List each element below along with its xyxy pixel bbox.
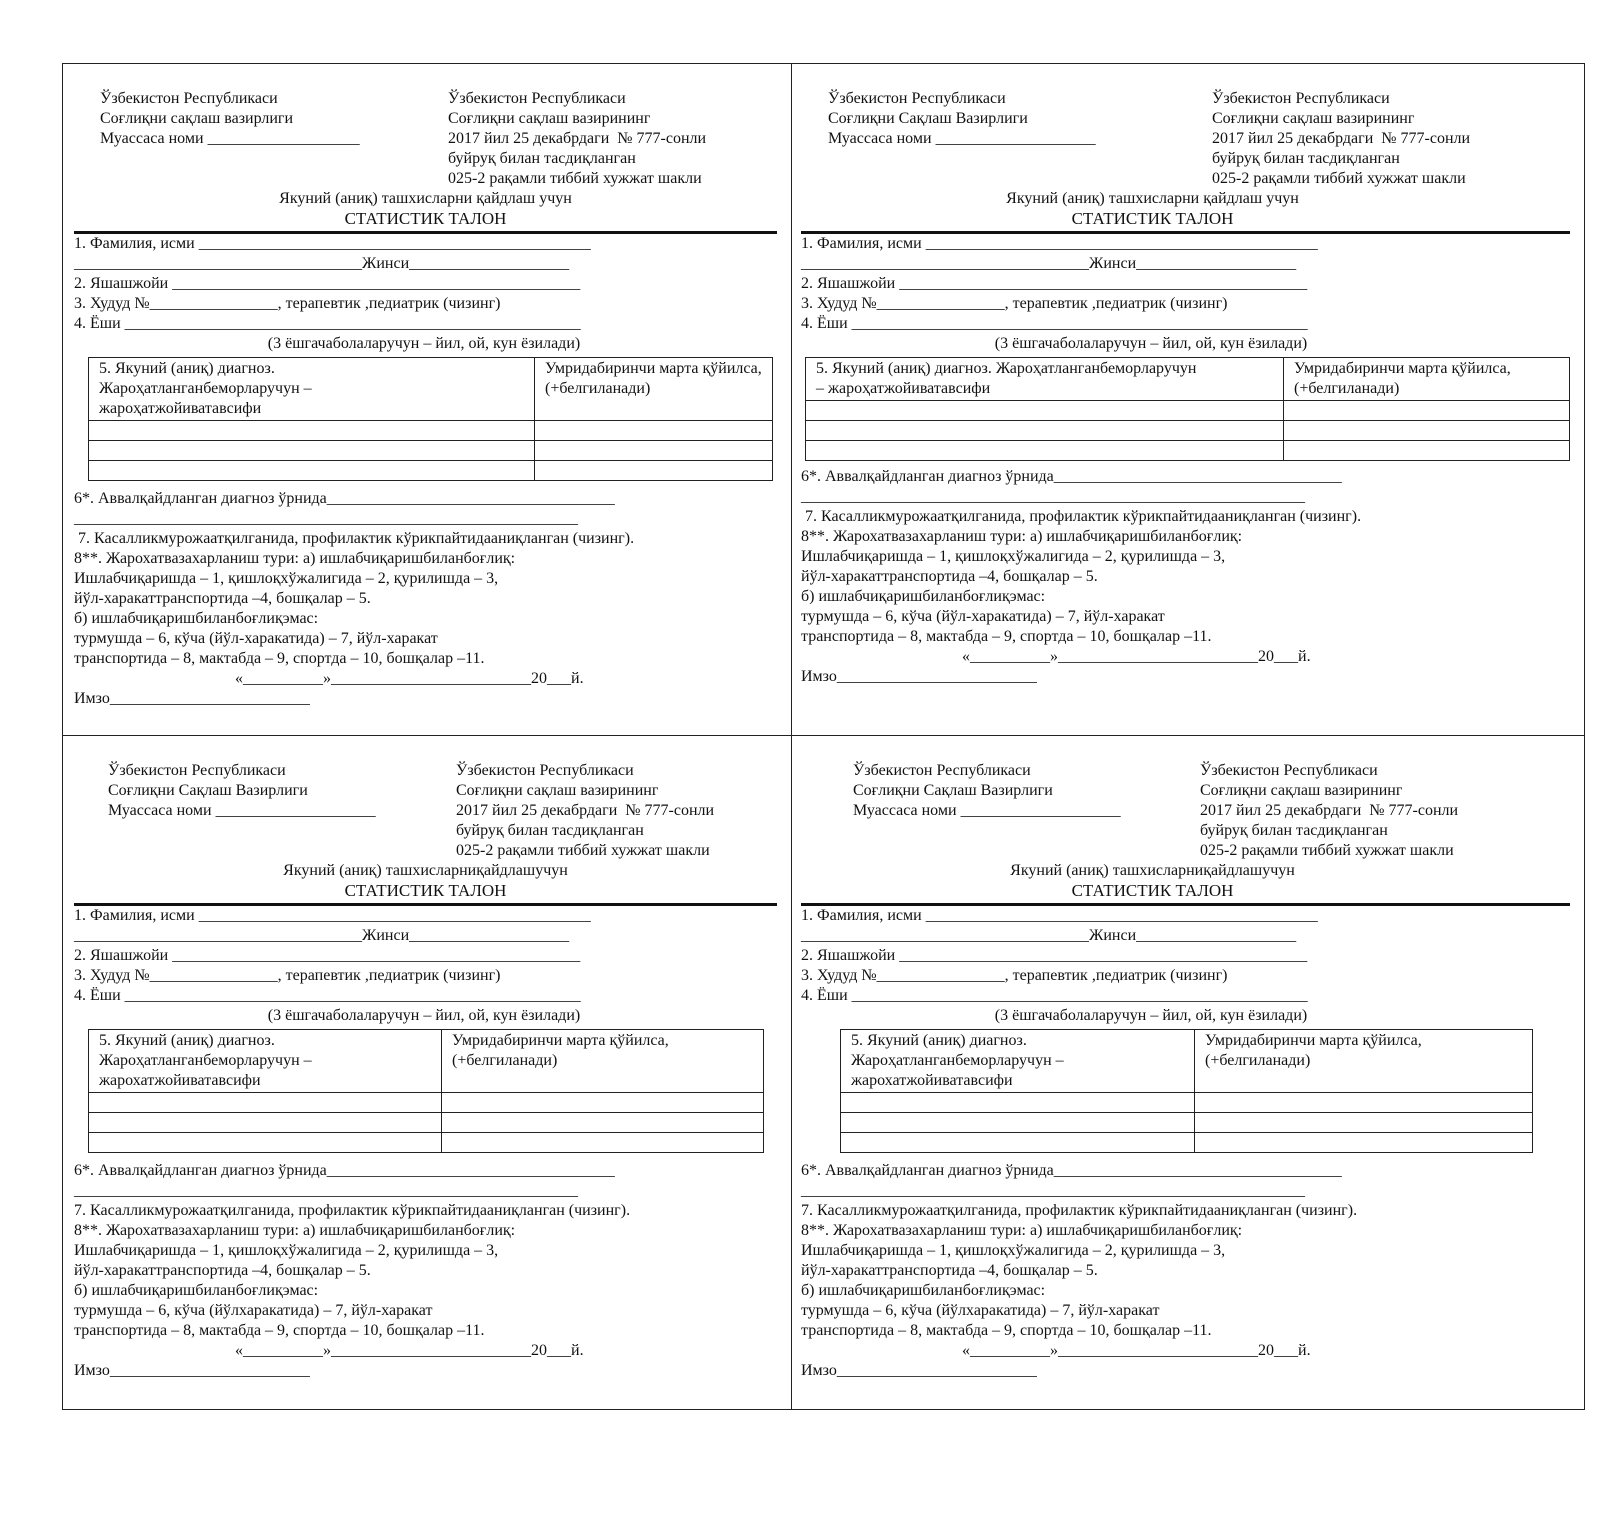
field-previous-diagnosis-cont: _______________________________________________________________ <box>801 1182 1305 1199</box>
injury-work-list-cont: йўл-харакаттранспортида –4, бошқалар – 5. <box>801 1262 1098 1279</box>
field-signature: Имзо_________________________ <box>801 1362 1037 1379</box>
field-address: 2. Яшашжойи ___________________________________________________ <box>801 947 1308 964</box>
injury-nonwork-heading: б) ишлабчиқаришбиланбоғлиқэмас: <box>801 1282 1046 1299</box>
diagnosis-cell[interactable] <box>89 421 535 441</box>
header-ministry-right: Соғлиқни сақлаш вазирининг <box>456 782 659 799</box>
first-time-cell[interactable] <box>535 441 773 461</box>
injury-work-list-cont: йўл-харакаттранспортида –4, бошқалар – 5. <box>74 1262 371 1279</box>
diagnosis-table <box>88 1029 764 1153</box>
vertical-divider <box>791 63 792 1410</box>
diagnosis-header-row <box>89 358 773 421</box>
header-form-number: 025-2 рақамли тиббий хужжат шакли <box>1200 842 1454 859</box>
first-time-column-header: Умридабиринчи марта қўйилса, (+белгиланади) <box>1284 358 1570 401</box>
diagnosis-table <box>88 357 773 481</box>
field-age-note: (3 ёшгачаболаларучун – йил, ой, кун ёзилади) <box>267 335 581 352</box>
field-gender: ____________________________________Жинси____________________ <box>74 255 570 272</box>
header-ministry-right: Соғлиқни сақлаш вазирининг <box>1200 782 1403 799</box>
form-title: СТАТИСТИК ТАЛОН <box>1071 209 1234 228</box>
field-gender: ____________________________________Жинси____________________ <box>801 927 1297 944</box>
first-time-cell[interactable] <box>1195 1113 1533 1133</box>
field-injury-type: 8**. Жарохатвазахарланиш тури: а) ишлабчиқаришбиланбоғлиқ: <box>801 528 1243 545</box>
diagnosis-header-row <box>806 358 1570 401</box>
first-time-column-header: Умридабиринчи марта қўйилса, (+белгиланади) <box>1195 1030 1533 1093</box>
form-title: СТАТИСТИК ТАЛОН <box>1071 881 1234 900</box>
injury-nonwork-heading: б) ишлабчиқаришбиланбоғлиқэмас: <box>74 610 319 627</box>
header-form-number: 025-2 рақамли тиббий хужжат шакли <box>448 170 702 187</box>
first-time-column-header: Умридабиринчи марта қўйилса, (+белгиланади) <box>535 358 773 421</box>
first-time-cell[interactable] <box>1284 441 1570 461</box>
field-date: «__________»_________________________20___й. <box>962 648 1311 665</box>
diagnosis-empty-row[interactable] <box>841 1093 1533 1113</box>
diagnosis-empty-row[interactable] <box>89 441 773 461</box>
diagnosis-empty-row[interactable] <box>806 421 1570 441</box>
diagnosis-cell[interactable] <box>841 1113 1195 1133</box>
injury-nonwork-list-cont: транспортида – 8, мактабда – 9, спортда – 10, бошқалар –11. <box>74 1322 485 1339</box>
field-address: 2. Яшашжойи ___________________________________________________ <box>74 947 581 964</box>
field-name: 1. Фамилия, исми _________________________________________________ <box>801 907 1318 924</box>
first-time-column-header: Умридабиринчи марта қўйилса, (+белгиланади) <box>442 1030 764 1093</box>
first-time-cell[interactable] <box>535 421 773 441</box>
injury-nonwork-list: турмушда – 6, кўча (йўл-харакатида) – 7, йўл-харакат <box>801 608 1165 625</box>
field-previous-diagnosis: 6*. Аввалқайдланган диагноз ўрнида____________________________________ <box>801 1162 1342 1179</box>
field-age-note: (3 ёшгачаболаларучун – йил, ой, кун ёзилади) <box>994 1007 1308 1024</box>
field-age: 4. Ёши _________________________________________________________ <box>74 987 581 1004</box>
first-time-cell[interactable] <box>1284 421 1570 441</box>
header-order: 2017 йил 25 декабрдаги № 777-сонли <box>1200 802 1459 819</box>
header-order: 2017 йил 25 декабрдаги № 777-сонли <box>456 802 715 819</box>
injury-work-list-cont: йўл-харакаттранспортида –4, бошқалар – 5. <box>74 590 371 607</box>
field-address: 2. Яшашжойи ___________________________________________________ <box>74 275 581 292</box>
diagnosis-header-row <box>841 1030 1533 1093</box>
first-time-cell[interactable] <box>1195 1093 1533 1113</box>
header-ministry-right: Соғлиқни сақлаш вазирининг <box>448 110 651 127</box>
field-age-note: (3 ёшгачаболаларучун – йил, ой, кун ёзилади) <box>267 1007 581 1024</box>
first-time-cell[interactable] <box>442 1093 764 1113</box>
injury-nonwork-list: турмушда – 6, кўча (йўлхаракатида) – 7, йўл-харакат <box>801 1302 1160 1319</box>
header-institution: Муассаса номи ____________________ <box>853 802 1121 819</box>
field-name: 1. Фамилия, исми _________________________________________________ <box>74 235 591 252</box>
field-injury-type: 8**. Жарохатвазахарланиш тури: а) ишлабчиқаришбиланбоғлиқ: <box>74 1222 516 1239</box>
diagnosis-empty-row[interactable] <box>89 1113 764 1133</box>
header-republic-left: Ўзбекистон Республикаси <box>828 90 1006 107</box>
form-title: СТАТИСТИК ТАЛОН <box>344 209 507 228</box>
diagnosis-empty-row[interactable] <box>89 421 773 441</box>
field-injury-type: 8**. Жарохатвазахарланиш тури: а) ишлабчиқаришбиланбоғлиқ: <box>801 1222 1243 1239</box>
diagnosis-cell[interactable] <box>89 461 535 481</box>
first-time-cell[interactable] <box>442 1113 764 1133</box>
header-republic-left: Ўзбекистон Республикаси <box>108 762 286 779</box>
header-approved: буйруқ билан тасдиқланган <box>456 822 644 839</box>
injury-nonwork-heading: б) ишлабчиқаришбиланбоғлиқэмас: <box>74 1282 319 1299</box>
injury-nonwork-heading: б) ишлабчиқаришбиланбоғлиқэмас: <box>801 588 1046 605</box>
diagnosis-cell[interactable] <box>89 1093 442 1113</box>
injury-nonwork-list: турмушда – 6, кўча (йўлхаракатида) – 7, йўл-харакат <box>74 1302 433 1319</box>
diagnosis-cell[interactable] <box>89 441 535 461</box>
header-republic-left: Ўзбекистон Республикаси <box>853 762 1031 779</box>
field-signature: Имзо_________________________ <box>74 1362 310 1379</box>
field-age: 4. Ёши _________________________________________________________ <box>801 315 1308 332</box>
diagnosis-header-row <box>89 1030 764 1093</box>
header-republic-right: Ўзбекистон Республикаси <box>1200 762 1378 779</box>
field-district: 3. Худуд №________________, терапевтик ,педиатрик (чизинг) <box>801 967 1228 984</box>
diagnosis-empty-row[interactable] <box>841 1133 1533 1153</box>
header-form-number: 025-2 рақамли тиббий хужжат шакли <box>1212 170 1466 187</box>
header-order: 2017 йил 25 декабрдаги № 777-сонли <box>1212 130 1471 147</box>
header-republic-left: Ўзбекистон Республикаси <box>100 90 278 107</box>
injury-work-list-cont: йўл-харакаттранспортида –4, бошқалар – 5. <box>801 568 1098 585</box>
header-form-number: 025-2 рақамли тиббий хужжат шакли <box>456 842 710 859</box>
field-age: 4. Ёши _________________________________________________________ <box>74 315 581 332</box>
injury-work-list: Ишлабчиқаришда – 1, қишлоқхўжалигида – 2, қурилишда – 3, <box>801 1242 1226 1259</box>
form-title: СТАТИСТИК ТАЛОН <box>344 881 507 900</box>
field-gender: ____________________________________Жинси____________________ <box>801 255 1297 272</box>
diagnosis-cell[interactable] <box>841 1093 1195 1113</box>
field-detection: 7. Касалликмурожаатқилганида, профилактик кўрикпайтидааниқланган (чизинг). <box>74 1202 631 1219</box>
field-previous-diagnosis: 6*. Аввалқайдланган диагноз ўрнида____________________________________ <box>74 1162 615 1179</box>
horizontal-divider <box>62 735 1585 736</box>
field-injury-type: 8**. Жарохатвазахарланиш тури: а) ишлабчиқаришбиланбоғлиқ: <box>74 550 516 567</box>
injury-nonwork-list-cont: транспортида – 8, мактабда – 9, спортда – 10, бошқалар –11. <box>801 1322 1212 1339</box>
header-ministry-left: Соғлиқни Сақлаш Вазирлиги <box>853 782 1053 799</box>
diagnosis-column-header: 5. Якуний (аниқ) диагноз. Жароҳатланганбеморларучун – жароҳатжойиватавсифи <box>806 358 1284 401</box>
field-previous-diagnosis: 6*. Аввалқайдланган диагноз ўрнида____________________________________ <box>74 490 615 507</box>
header-approved: буйруқ билан тасдиқланган <box>448 150 636 167</box>
field-signature: Имзо_________________________ <box>801 668 1037 685</box>
first-time-cell[interactable] <box>1284 401 1570 421</box>
header-institution: Муассаса номи ____________________ <box>108 802 376 819</box>
diagnosis-table <box>805 357 1570 461</box>
form-purpose: Якуний (аниқ) ташхисларни қайдлаш учун <box>1006 190 1299 207</box>
field-previous-diagnosis-cont: _______________________________________________________________ <box>74 510 578 527</box>
injury-work-list: Ишлабчиқаришда – 1, қишлоқхўжалигида – 2, қурилишда – 3, <box>74 570 499 587</box>
diagnosis-table <box>840 1029 1533 1153</box>
injury-nonwork-list-cont: транспортида – 8, мактабда – 9, спортда – 10, бошқалар –11. <box>801 628 1212 645</box>
injury-nonwork-list-cont: транспортида – 8, мактабда – 9, спортда – 10, бошқалар –11. <box>74 650 485 667</box>
header-ministry-left: Соғлиқни Сақлаш Вазирлиги <box>108 782 308 799</box>
field-district: 3. Худуд №________________, терапевтик ,педиатрик (чизинг) <box>801 295 1228 312</box>
diagnosis-empty-row[interactable] <box>806 441 1570 461</box>
header-order: 2017 йил 25 декабрдаги № 777-сонли <box>448 130 707 147</box>
form-purpose: Якуний (аниқ) ташхисларниқайдлашучун <box>283 862 568 879</box>
header-republic-right: Ўзбекистон Республикаси <box>1212 90 1390 107</box>
header-ministry-left: Соғлиқни сақлаш вазирлиги <box>100 110 294 127</box>
header-institution: Муассаса номи ____________________ <box>828 130 1096 147</box>
field-date: «__________»_________________________20___й. <box>962 1342 1311 1359</box>
diagnosis-cell[interactable] <box>806 401 1284 421</box>
diagnosis-column-header: 5. Якуний (аниқ) диагноз. Жароҳатланганбеморларучун – жароҳатжойиватавсифи <box>89 358 535 421</box>
field-name: 1. Фамилия, исми _________________________________________________ <box>801 235 1318 252</box>
diagnosis-cell[interactable] <box>89 1133 442 1153</box>
header-ministry-left: Соғлиқни Сақлаш Вазирлиги <box>828 110 1028 127</box>
field-age-note: (3 ёшгачаболаларучун – йил, ой, кун ёзилади) <box>994 335 1308 352</box>
diagnosis-cell[interactable] <box>806 441 1284 461</box>
field-signature: Имзо_________________________ <box>74 690 310 707</box>
first-time-cell[interactable] <box>442 1133 764 1153</box>
field-name: 1. Фамилия, исми _________________________________________________ <box>74 907 591 924</box>
field-detection: 7. Касалликмурожаатқилганида, профилактик кўрикпайтидааниқланган (чизинг). <box>74 530 635 547</box>
diagnosis-empty-row[interactable] <box>89 1133 764 1153</box>
diagnosis-cell[interactable] <box>806 421 1284 441</box>
field-detection: 7. Касалликмурожаатқилганида, профилактик кўрикпайтидааниқланган (чизинг). <box>801 508 1362 525</box>
field-district: 3. Худуд №________________, терапевтик ,педиатрик (чизинг) <box>74 295 501 312</box>
first-time-cell[interactable] <box>1195 1133 1533 1153</box>
diagnosis-column-header: 5. Якуний (аниқ) диагноз. Жароҳатланганбеморларучун – жарохатжойиватавсифи <box>841 1030 1195 1093</box>
field-detection: 7. Касалликмурожаатқилганида, профилактик кўрикпайтидааниқланган (чизинг). <box>801 1202 1358 1219</box>
field-date: «__________»_________________________20___й. <box>235 1342 584 1359</box>
injury-nonwork-list: турмушда – 6, кўча (йўл-харакатида) – 7, йўл-харакат <box>74 630 438 647</box>
header-ministry-right: Соғлиқни сақлаш вазирининг <box>1212 110 1415 127</box>
field-previous-diagnosis-cont: _______________________________________________________________ <box>74 1182 578 1199</box>
header-institution: Муассаса номи ___________________ <box>100 130 360 147</box>
form-purpose: Якуний (аниқ) ташхисларни қайдлаш учун <box>279 190 572 207</box>
header-approved: буйруқ билан тасдиқланган <box>1212 150 1400 167</box>
header-republic-right: Ўзбекистон Республикаси <box>448 90 626 107</box>
field-date: «__________»_________________________20___й. <box>235 670 584 687</box>
injury-work-list: Ишлабчиқаришда – 1, қишлоқхўжалигида – 2, қурилишда – 3, <box>801 548 1226 565</box>
field-previous-diagnosis-cont: _______________________________________________________________ <box>801 488 1305 505</box>
diagnosis-column-header: 5. Якуний (аниқ) диагноз. Жароҳатланганбеморларучун – жарохатжойиватавсифи <box>89 1030 442 1093</box>
field-previous-diagnosis: 6*. Аввалқайдланган диагноз ўрнида____________________________________ <box>801 468 1342 485</box>
injury-work-list: Ишлабчиқаришда – 1, қишлоқхўжалигида – 2, қурилишда – 3, <box>74 1242 499 1259</box>
diagnosis-empty-row[interactable] <box>89 461 773 481</box>
field-address: 2. Яшашжойи ___________________________________________________ <box>801 275 1308 292</box>
diagnosis-cell[interactable] <box>89 1113 442 1133</box>
diagnosis-empty-row[interactable] <box>806 401 1570 421</box>
field-gender: ____________________________________Жинси____________________ <box>74 927 570 944</box>
diagnosis-cell[interactable] <box>841 1133 1195 1153</box>
form-purpose: Якуний (аниқ) ташхисларниқайдлашучун <box>1010 862 1295 879</box>
diagnosis-empty-row[interactable] <box>841 1113 1533 1133</box>
diagnosis-empty-row[interactable] <box>89 1093 764 1113</box>
field-district: 3. Худуд №________________, терапевтик ,педиатрик (чизинг) <box>74 967 501 984</box>
field-age: 4. Ёши _________________________________________________________ <box>801 987 1308 1004</box>
header-republic-right: Ўзбекистон Республикаси <box>456 762 634 779</box>
header-approved: буйруқ билан тасдиқланган <box>1200 822 1388 839</box>
first-time-cell[interactable] <box>535 461 773 481</box>
